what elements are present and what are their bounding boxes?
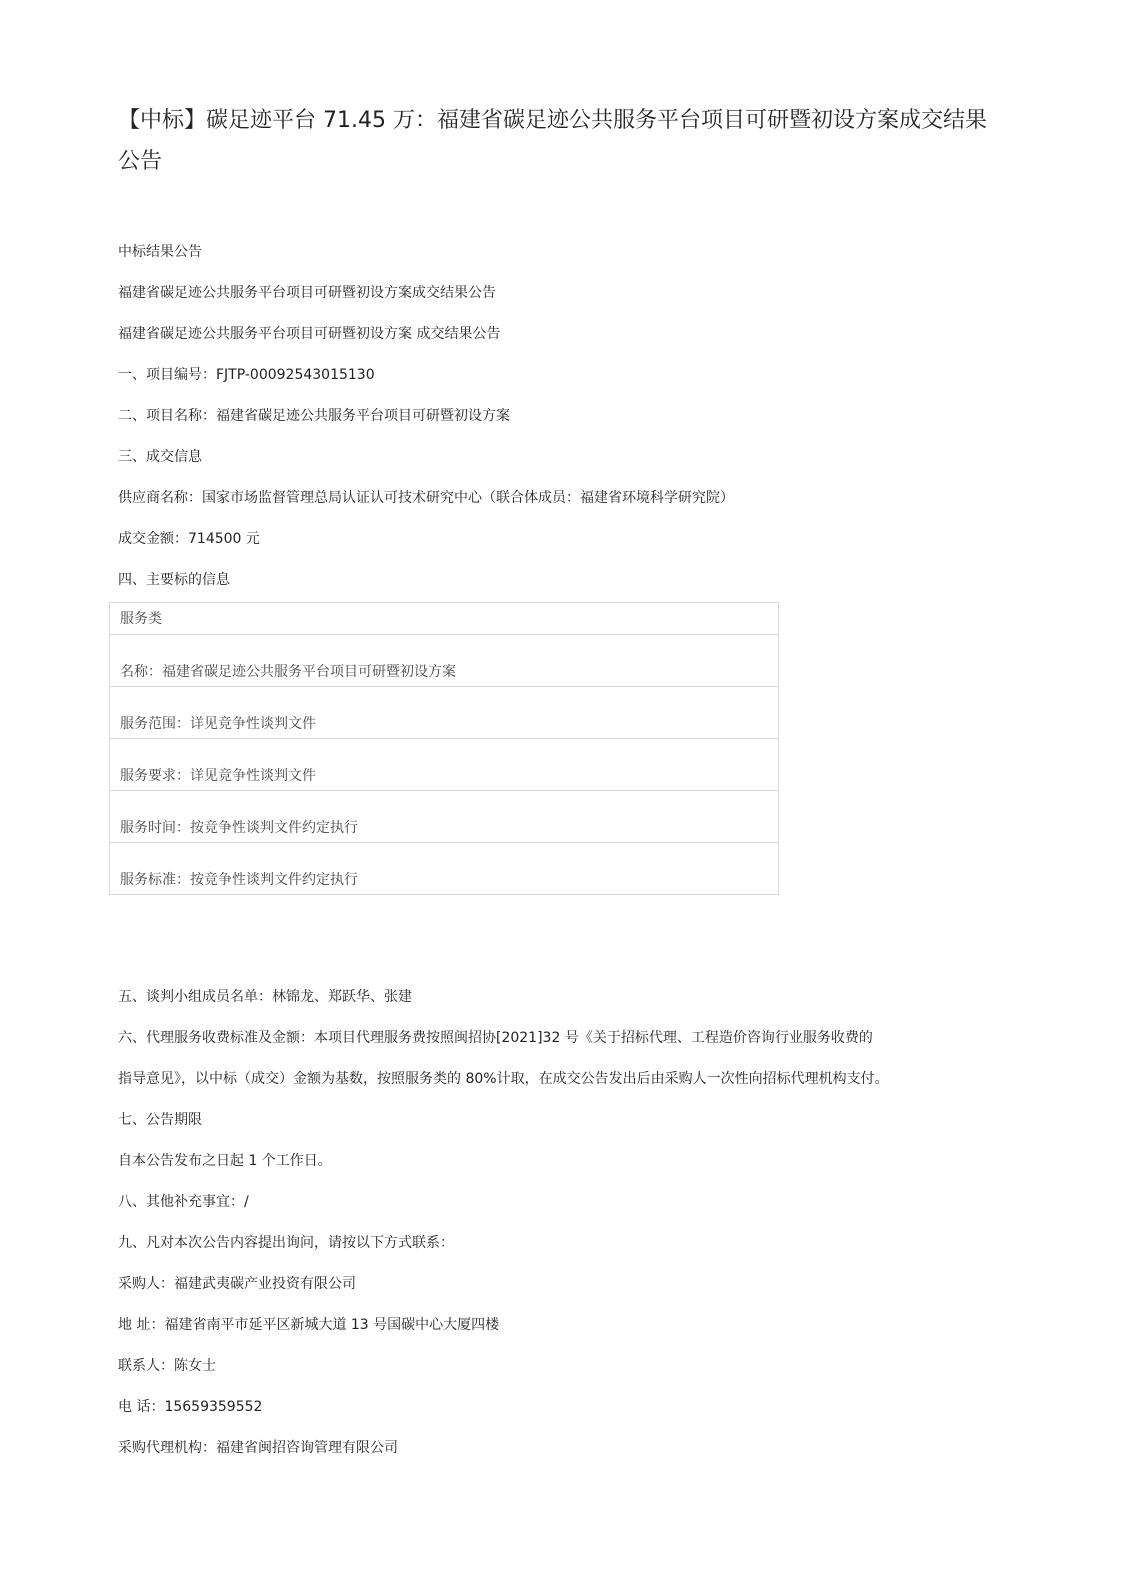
paragraph-line: 七、公告期限 [118,1112,202,1128]
paragraph-line: 采购人：福建武夷碳产业投资有限公司 [118,1276,356,1292]
paragraph-line: 指导意见》，以中标（成交）金额为基数，按照服务类的 80%计取，在成交公告发出后由采购人一次性向招标代理机构支付。 [118,1071,889,1087]
table-cell: 服务类 [120,611,162,627]
table-cell: 服务时间：按竞争性谈判文件约定执行 [120,820,358,836]
table-cell: 服务要求：详见竞争性谈判文件 [120,768,316,784]
table-cell: 服务范围：详见竞争性谈判文件 [120,716,316,732]
table-row [110,634,778,686]
paragraph-line: 电 话：15659359552 [118,1399,263,1415]
table-row [110,686,778,738]
paragraph-line: 五、谈判小组成员名单：林锦龙、郑跃华、张建 [118,989,412,1005]
paragraph-line: 供应商名称：国家市场监督管理总局认证认可技术研究中心（联合体成员：福建省环境科学研究院） [118,490,734,506]
table-cell: 名称：福建省碳足迹公共服务平台项目可研暨初设方案 [120,664,456,680]
paragraph-line: 成交金额：714500 元 [118,531,260,547]
table-row [110,603,778,634]
paragraph-line: 中标结果公告 [118,244,202,260]
paragraph-line: 联系人：陈女士 [118,1358,216,1374]
document-title: 【中标】碳足迹平台 71.45 万：福建省碳足迹公共服务平台项目可研暨初设方案成交结果公告 [118,108,987,174]
paragraph-line: 福建省碳足迹公共服务平台项目可研暨初设方案成交结果公告 [118,285,496,301]
paragraph-line: 八、其他补充事宜：/ [118,1194,249,1210]
paragraph-line: 三、成交信息 [118,449,202,465]
table-cell: 服务标准：按竞争性谈判文件约定执行 [120,872,358,888]
paragraph-line: 自本公告发布之日起 1 个工作日。 [118,1153,332,1169]
paragraph-line: 一、项目编号：FJTP-00092543015130 [118,367,375,383]
paragraph-line: 六、代理服务收费标准及金额：本项目代理服务费按照闽招协[2021]32 号《关于招标代理、工程造价咨询行业服务收费的 [118,1030,873,1046]
paragraph-line: 采购代理机构：福建省闽招咨询管理有限公司 [118,1440,398,1456]
table-row [110,790,778,842]
table-row [110,842,778,894]
table-row [110,738,778,790]
paragraph-line: 地 址：福建省南平市延平区新城大道 13 号国碳中心大厦四楼 [118,1317,500,1333]
paragraph-line: 福建省碳足迹公共服务平台项目可研暨初设方案 成交结果公告 [118,326,501,342]
paragraph-line: 二、项目名称：福建省碳足迹公共服务平台项目可研暨初设方案 [118,408,510,424]
paragraph-line: 四、主要标的信息 [118,572,230,588]
paragraph-line: 九、凡对本次公告内容提出询问，请按以下方式联系： [118,1235,454,1251]
subject-info-table [109,602,779,895]
